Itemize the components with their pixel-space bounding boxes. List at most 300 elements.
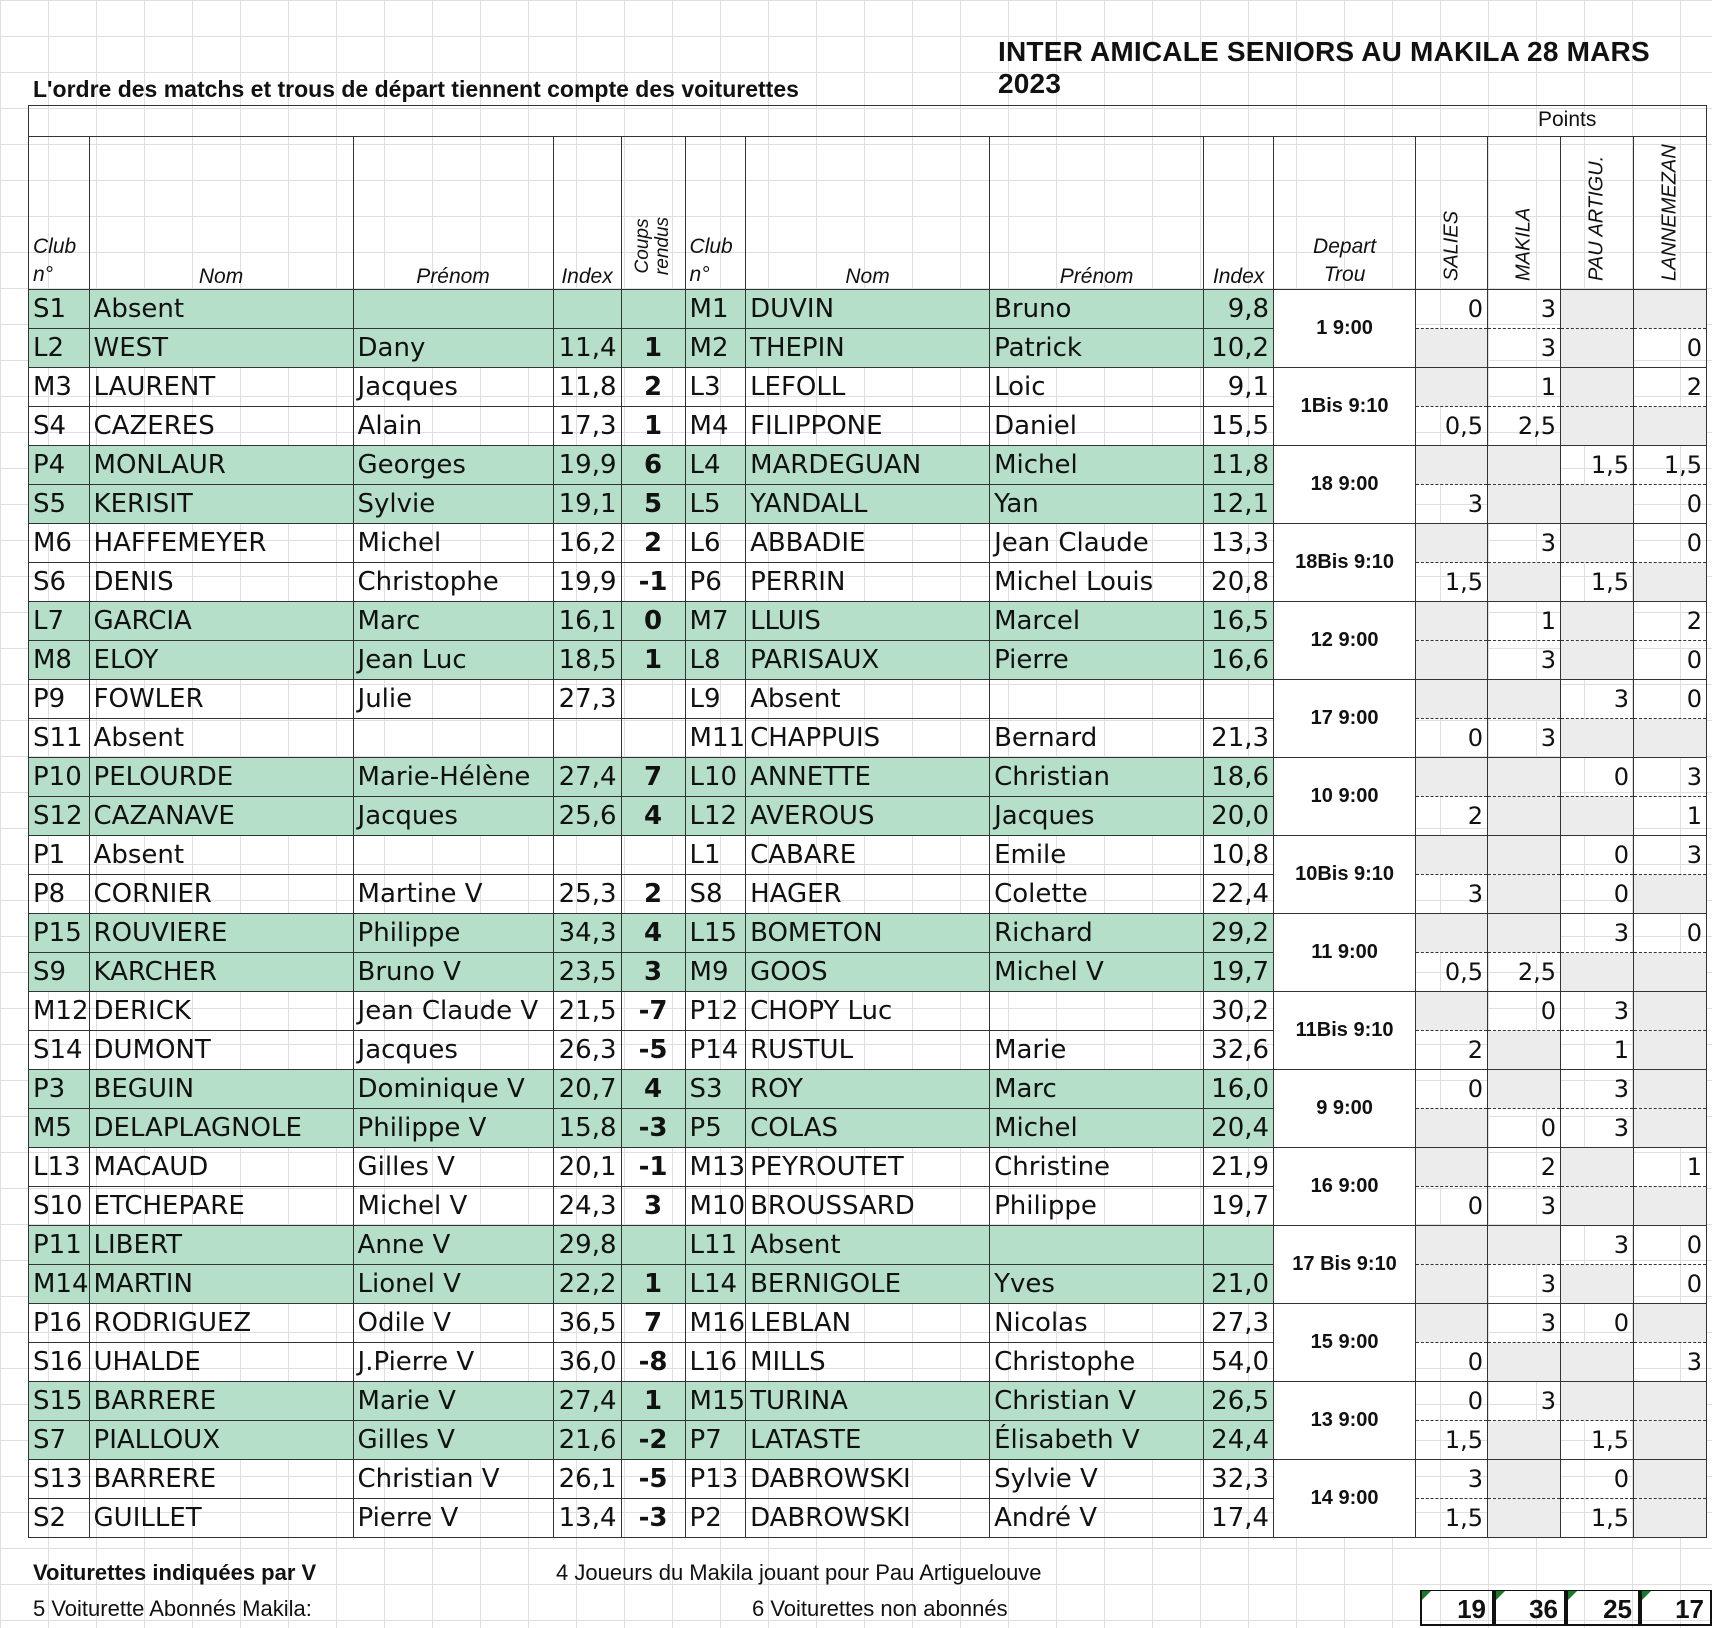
index2-cell: 24,4 (1204, 1421, 1274, 1460)
prenom-cell: Anne V (353, 1226, 553, 1265)
table-row (29, 1187, 1707, 1226)
coups-cell: 1 (621, 1382, 685, 1421)
name2-cell: MILLS (746, 1343, 990, 1382)
index-cell: 19,9 (553, 446, 621, 485)
depart-cell: 10Bis 9:10 (1274, 836, 1416, 914)
points-makila-cell (1488, 446, 1561, 485)
prenom2-cell: Richard (990, 914, 1204, 953)
points-lannemezan-cell (1634, 1070, 1707, 1109)
coups-cell: 1 (621, 1265, 685, 1304)
club2-cell: L16 (685, 1343, 746, 1382)
index2-cell: 10,8 (1204, 836, 1274, 875)
total-makila: 36 (1494, 1590, 1566, 1626)
points-pau-cell: 3 (1561, 680, 1634, 719)
points-lannemezan-cell (1634, 953, 1707, 992)
coups-cell: 7 (621, 758, 685, 797)
name-cell: DENIS (89, 563, 353, 602)
points-lannemezan-cell (1634, 1382, 1707, 1421)
table-row (29, 329, 1707, 368)
points-pau-cell (1561, 797, 1634, 836)
points-salies-cell (1416, 602, 1488, 641)
prenom-cell: Philippe V (353, 1109, 553, 1148)
index2-cell: 15,5 (1204, 407, 1274, 446)
table-row (29, 1382, 1707, 1421)
prenom-cell: Christian V (353, 1460, 553, 1499)
club-cell: S15 (29, 1382, 90, 1421)
name-cell: BARRERE (89, 1382, 353, 1421)
club-cell: P9 (29, 680, 90, 719)
club-cell: S7 (29, 1421, 90, 1460)
index2-cell: 27,3 (1204, 1304, 1274, 1343)
footer-voiturettes-v: Voiturettes indiquées par V (33, 1560, 317, 1585)
depart-cell: 1Bis 9:10 (1274, 368, 1416, 446)
index-cell: 27,4 (553, 758, 621, 797)
points-makila-cell: 0 (1488, 1109, 1561, 1148)
table-row (29, 446, 1707, 485)
index2-cell: 16,5 (1204, 602, 1274, 641)
coups-cell: 7 (621, 1304, 685, 1343)
points-pau-cell: 0 (1561, 875, 1634, 914)
index-cell: 16,2 (553, 524, 621, 563)
depart-cell: 12 9:00 (1274, 602, 1416, 680)
points-pau-cell (1561, 1343, 1634, 1382)
club2-cell: P7 (685, 1421, 746, 1460)
depart-cell: 18 9:00 (1274, 446, 1416, 524)
points-makila-cell (1488, 1421, 1561, 1460)
club-cell: S12 (29, 797, 90, 836)
points-makila-cell: 3 (1488, 641, 1561, 680)
points-lannemezan-cell (1634, 719, 1707, 758)
index-cell: 13,4 (553, 1499, 621, 1538)
points-makila-cell: 3 (1488, 719, 1561, 758)
name-cell: HAFFEMEYER (89, 524, 353, 563)
table-row (29, 1031, 1707, 1070)
prenom2-cell: Michel (990, 1109, 1204, 1148)
club2-cell: L1 (685, 836, 746, 875)
index-cell (553, 836, 621, 875)
name-cell: KERISIT (89, 485, 353, 524)
name-cell: PELOURDE (89, 758, 353, 797)
name2-cell: HAGER (746, 875, 990, 914)
club2-cell: M13 (685, 1148, 746, 1187)
table-row (29, 1226, 1707, 1265)
points-makila-cell (1488, 1226, 1561, 1265)
club2-cell: M4 (685, 407, 746, 446)
prenom-cell: Michel V (353, 1187, 553, 1226)
points-salies-cell: 0 (1416, 1343, 1488, 1382)
table-row (29, 407, 1707, 446)
index2-cell: 16,6 (1204, 641, 1274, 680)
coups-cell: 3 (621, 953, 685, 992)
prenom2-cell: Jacques (990, 797, 1204, 836)
points-makila-cell: 3 (1488, 1382, 1561, 1421)
table-row (29, 368, 1707, 407)
table-row (29, 719, 1707, 758)
prenom2-cell: Michel Louis (990, 563, 1204, 602)
points-makila-cell: 2,5 (1488, 407, 1561, 446)
index2-cell: 20,8 (1204, 563, 1274, 602)
points-salies-cell: 0,5 (1416, 953, 1488, 992)
index2-cell: 18,6 (1204, 758, 1274, 797)
prenom2-cell: André V (990, 1499, 1204, 1538)
prenom2-cell: Yves (990, 1265, 1204, 1304)
name2-cell: TURINA (746, 1382, 990, 1421)
coups-cell (621, 1226, 685, 1265)
points-salies-cell (1416, 524, 1488, 563)
prenom-cell: Jean Claude V (353, 992, 553, 1031)
club2-cell: M7 (685, 602, 746, 641)
club-cell: L2 (29, 329, 90, 368)
header-salies: SALIES (1416, 137, 1488, 290)
prenom-cell: Julie (353, 680, 553, 719)
prenom2-cell (990, 992, 1204, 1031)
index-cell: 34,3 (553, 914, 621, 953)
points-salies-cell: 3 (1416, 485, 1488, 524)
club-cell: S2 (29, 1499, 90, 1538)
table-row (29, 641, 1707, 680)
table-row (29, 1070, 1707, 1109)
header-prenom: Prénom (353, 137, 553, 290)
club2-cell: L10 (685, 758, 746, 797)
name-cell: Absent (89, 290, 353, 329)
points-pau-cell (1561, 290, 1634, 329)
points-lannemezan-cell: 2 (1634, 602, 1707, 641)
prenom2-cell: Marcel (990, 602, 1204, 641)
points-lannemezan-cell: 0 (1634, 1226, 1707, 1265)
points-lannemezan-cell: 3 (1634, 758, 1707, 797)
index-cell: 23,5 (553, 953, 621, 992)
points-makila-cell: 2 (1488, 1148, 1561, 1187)
name2-cell: LLUIS (746, 602, 990, 641)
index-cell (553, 290, 621, 329)
name2-cell: ABBADIE (746, 524, 990, 563)
name-cell: KARCHER (89, 953, 353, 992)
points-pau-cell (1561, 953, 1634, 992)
club2-cell: L6 (685, 524, 746, 563)
prenom-cell: Martine V (353, 875, 553, 914)
table-row (29, 1148, 1707, 1187)
table-row (29, 563, 1707, 602)
club-cell: S1 (29, 290, 90, 329)
coups-cell: 2 (621, 524, 685, 563)
points-lannemezan-cell (1634, 992, 1707, 1031)
index-cell: 26,3 (553, 1031, 621, 1070)
points-pau-cell (1561, 329, 1634, 368)
points-label: Points (1538, 108, 1597, 131)
club2-cell: L5 (685, 485, 746, 524)
table-row (29, 485, 1707, 524)
points-makila-cell (1488, 1343, 1561, 1382)
prenom-cell: Gilles V (353, 1148, 553, 1187)
name-cell: UHALDE (89, 1343, 353, 1382)
points-makila-cell (1488, 758, 1561, 797)
prenom2-cell: Michel (990, 446, 1204, 485)
index-cell: 20,7 (553, 1070, 621, 1109)
prenom-cell: Odile V (353, 1304, 553, 1343)
club-cell: S9 (29, 953, 90, 992)
points-lannemezan-cell: 1 (1634, 797, 1707, 836)
name-cell: CORNIER (89, 875, 353, 914)
name-cell: RODRIGUEZ (89, 1304, 353, 1343)
points-salies-cell: 1,5 (1416, 1421, 1488, 1460)
name-cell: ETCHEPARE (89, 1187, 353, 1226)
index2-cell: 21,0 (1204, 1265, 1274, 1304)
prenom2-cell: Michel V (990, 953, 1204, 992)
index-cell: 24,3 (553, 1187, 621, 1226)
points-salies-cell (1416, 758, 1488, 797)
name2-cell: COLAS (746, 1109, 990, 1148)
club-cell: P11 (29, 1226, 90, 1265)
points-salies-cell (1416, 836, 1488, 875)
points-pau-cell (1561, 719, 1634, 758)
index2-cell: 16,0 (1204, 1070, 1274, 1109)
club-cell: P3 (29, 1070, 90, 1109)
coups-cell: 4 (621, 1070, 685, 1109)
club2-cell: P2 (685, 1499, 746, 1538)
prenom-cell: Georges (353, 446, 553, 485)
club2-cell: P14 (685, 1031, 746, 1070)
prenom2-cell: Nicolas (990, 1304, 1204, 1343)
points-salies-cell: 0 (1416, 1187, 1488, 1226)
index-cell: 27,3 (553, 680, 621, 719)
table-row (29, 914, 1707, 953)
table-row (29, 602, 1707, 641)
points-salies-cell: 0 (1416, 1070, 1488, 1109)
club2-cell: M2 (685, 329, 746, 368)
index2-cell: 13,3 (1204, 524, 1274, 563)
coups-cell (621, 719, 685, 758)
points-salies-cell: 2 (1416, 1031, 1488, 1070)
club2-cell: L14 (685, 1265, 746, 1304)
points-pau-cell: 3 (1561, 1226, 1634, 1265)
points-pau-cell: 3 (1561, 914, 1634, 953)
name-cell: MARTIN (89, 1265, 353, 1304)
points-makila-cell (1488, 680, 1561, 719)
name2-cell: LEFOLL (746, 368, 990, 407)
club2-cell: M1 (685, 290, 746, 329)
coups-cell: -3 (621, 1109, 685, 1148)
prenom-cell: Jean Luc (353, 641, 553, 680)
name2-cell: DABROWSKI (746, 1499, 990, 1538)
points-pau-cell (1561, 641, 1634, 680)
prenom-cell: Dany (353, 329, 553, 368)
points-pau-cell: 1,5 (1561, 563, 1634, 602)
points-makila-cell (1488, 485, 1561, 524)
name-cell: BEGUIN (89, 1070, 353, 1109)
club-cell: S5 (29, 485, 90, 524)
table-row (29, 992, 1707, 1031)
prenom2-cell: Daniel (990, 407, 1204, 446)
points-pau-cell: 1,5 (1561, 446, 1634, 485)
coups-cell: -1 (621, 1148, 685, 1187)
name2-cell: PERRIN (746, 563, 990, 602)
points-pau-cell: 1,5 (1561, 1421, 1634, 1460)
prenom2-cell: Pierre (990, 641, 1204, 680)
name2-cell: AVEROUS (746, 797, 990, 836)
points-lannemezan-cell: 0 (1634, 329, 1707, 368)
club-cell: L7 (29, 602, 90, 641)
index2-cell: 22,4 (1204, 875, 1274, 914)
prenom-cell: Pierre V (353, 1499, 553, 1538)
club2-cell: L11 (685, 1226, 746, 1265)
points-pau-cell (1561, 485, 1634, 524)
name-cell: ELOY (89, 641, 353, 680)
points-lannemezan-cell (1634, 1187, 1707, 1226)
club2-cell: M16 (685, 1304, 746, 1343)
name2-cell: Absent (746, 1226, 990, 1265)
points-pau-cell (1561, 524, 1634, 563)
prenom2-cell: Christian (990, 758, 1204, 797)
prenom-cell: Alain (353, 407, 553, 446)
name-cell: BARRERE (89, 1460, 353, 1499)
points-pau-cell (1561, 1187, 1634, 1226)
prenom-cell: Bruno V (353, 953, 553, 992)
points-lannemezan-cell: 2 (1634, 368, 1707, 407)
index2-cell: 21,9 (1204, 1148, 1274, 1187)
points-makila-cell (1488, 563, 1561, 602)
coups-cell: 6 (621, 446, 685, 485)
depart-cell: 13 9:00 (1274, 1382, 1416, 1460)
header-top-row (29, 106, 1707, 137)
name2-cell: CABARE (746, 836, 990, 875)
points-salies-cell (1416, 992, 1488, 1031)
points-salies-cell (1416, 1226, 1488, 1265)
prenom-cell: Marc (353, 602, 553, 641)
prenom2-cell: Marie (990, 1031, 1204, 1070)
points-makila-cell (1488, 914, 1561, 953)
coups-cell: 4 (621, 797, 685, 836)
table-row (29, 1460, 1707, 1499)
name-cell: CAZERES (89, 407, 353, 446)
index2-cell (1204, 680, 1274, 719)
points-pau-cell: 0 (1561, 1304, 1634, 1343)
club-cell: S4 (29, 407, 90, 446)
header-lannemezan: LANNEMEZAN (1634, 137, 1707, 290)
points-lannemezan-cell: 1,5 (1634, 446, 1707, 485)
points-lannemezan-cell: 0 (1634, 914, 1707, 953)
prenom2-cell: Christine (990, 1148, 1204, 1187)
index-cell: 25,3 (553, 875, 621, 914)
points-salies-cell: 3 (1416, 1460, 1488, 1499)
points-salies-cell (1416, 641, 1488, 680)
prenom-cell: Michel (353, 524, 553, 563)
header-nom: Nom (89, 137, 353, 290)
total-salies: 19 (1420, 1590, 1494, 1626)
prenom2-cell: Jean Claude (990, 524, 1204, 563)
points-pau-cell (1561, 1148, 1634, 1187)
prenom2-cell: Marc (990, 1070, 1204, 1109)
index-cell: 27,4 (553, 1382, 621, 1421)
index2-cell: 17,4 (1204, 1499, 1274, 1538)
name-cell: DELAPLAGNOLE (89, 1109, 353, 1148)
header-depart: Depart Trou (1274, 137, 1416, 290)
points-makila-cell: 3 (1488, 1187, 1561, 1226)
index2-cell: 19,7 (1204, 953, 1274, 992)
club-cell: P1 (29, 836, 90, 875)
prenom-cell: Jacques (353, 368, 553, 407)
prenom-cell (353, 836, 553, 875)
coups-cell (621, 836, 685, 875)
index-cell: 17,3 (553, 407, 621, 446)
points-lannemezan-cell: 0 (1634, 524, 1707, 563)
index2-cell: 26,5 (1204, 1382, 1274, 1421)
prenom-cell: Philippe (353, 914, 553, 953)
club-cell: P10 (29, 758, 90, 797)
index2-cell: 32,6 (1204, 1031, 1274, 1070)
points-makila-cell: 0 (1488, 992, 1561, 1031)
points-salies-cell: 0 (1416, 719, 1488, 758)
index2-cell: 20,4 (1204, 1109, 1274, 1148)
name-cell: DERICK (89, 992, 353, 1031)
name2-cell: PEYROUTET (746, 1148, 990, 1187)
points-pau-cell: 3 (1561, 1070, 1634, 1109)
name-cell: GARCIA (89, 602, 353, 641)
prenom2-cell: Loic (990, 368, 1204, 407)
depart-cell: 14 9:00 (1274, 1460, 1416, 1538)
points-makila-cell (1488, 1031, 1561, 1070)
index-cell: 21,5 (553, 992, 621, 1031)
table-row (29, 875, 1707, 914)
prenom2-cell: Sylvie V (990, 1460, 1204, 1499)
points-salies-cell: 1,5 (1416, 1499, 1488, 1538)
name2-cell: CHAPPUIS (746, 719, 990, 758)
name-cell: WEST (89, 329, 353, 368)
club2-cell: L15 (685, 914, 746, 953)
points-lannemezan-cell: 3 (1634, 1343, 1707, 1382)
table-row (29, 290, 1707, 329)
points-lannemezan-cell (1634, 1109, 1707, 1148)
prenom-cell: Jacques (353, 797, 553, 836)
prenom-cell: Lionel V (353, 1265, 553, 1304)
name-cell: LAURENT (89, 368, 353, 407)
points-lannemezan-cell: 0 (1634, 1265, 1707, 1304)
coups-cell: -5 (621, 1460, 685, 1499)
index2-cell: 9,8 (1204, 290, 1274, 329)
prenom-cell: Marie V (353, 1382, 553, 1421)
points-makila-cell (1488, 1499, 1561, 1538)
prenom2-cell (990, 1226, 1204, 1265)
points-salies-cell: 2 (1416, 797, 1488, 836)
name2-cell: Absent (746, 680, 990, 719)
points-pau-cell (1561, 368, 1634, 407)
index-cell: 19,9 (553, 563, 621, 602)
coups-cell: 0 (621, 602, 685, 641)
name2-cell: LEBLAN (746, 1304, 990, 1343)
sheet-title: INTER AMICALE SENIORS AU MAKILA 28 MARS 2023 (998, 36, 1650, 99)
table-row (29, 1499, 1707, 1538)
index-cell: 36,5 (553, 1304, 621, 1343)
points-makila-cell: 2,5 (1488, 953, 1561, 992)
name-cell: DUMONT (89, 1031, 353, 1070)
name2-cell: DUVIN (746, 290, 990, 329)
prenom-cell: Dominique V (353, 1070, 553, 1109)
points-makila-cell: 3 (1488, 329, 1561, 368)
name-cell: CAZANAVE (89, 797, 353, 836)
coups-cell: 1 (621, 641, 685, 680)
points-pau-cell: 0 (1561, 1460, 1634, 1499)
club2-cell: P13 (685, 1460, 746, 1499)
name2-cell: DABROWSKI (746, 1460, 990, 1499)
table-row (29, 797, 1707, 836)
index-cell: 21,6 (553, 1421, 621, 1460)
points-makila-cell: 3 (1488, 290, 1561, 329)
points-lannemezan-cell (1634, 1421, 1707, 1460)
points-pau-cell: 1 (1561, 1031, 1634, 1070)
prenom-cell: Christophe (353, 563, 553, 602)
club-cell: S13 (29, 1460, 90, 1499)
club-cell: M12 (29, 992, 90, 1031)
points-salies-cell (1416, 368, 1488, 407)
